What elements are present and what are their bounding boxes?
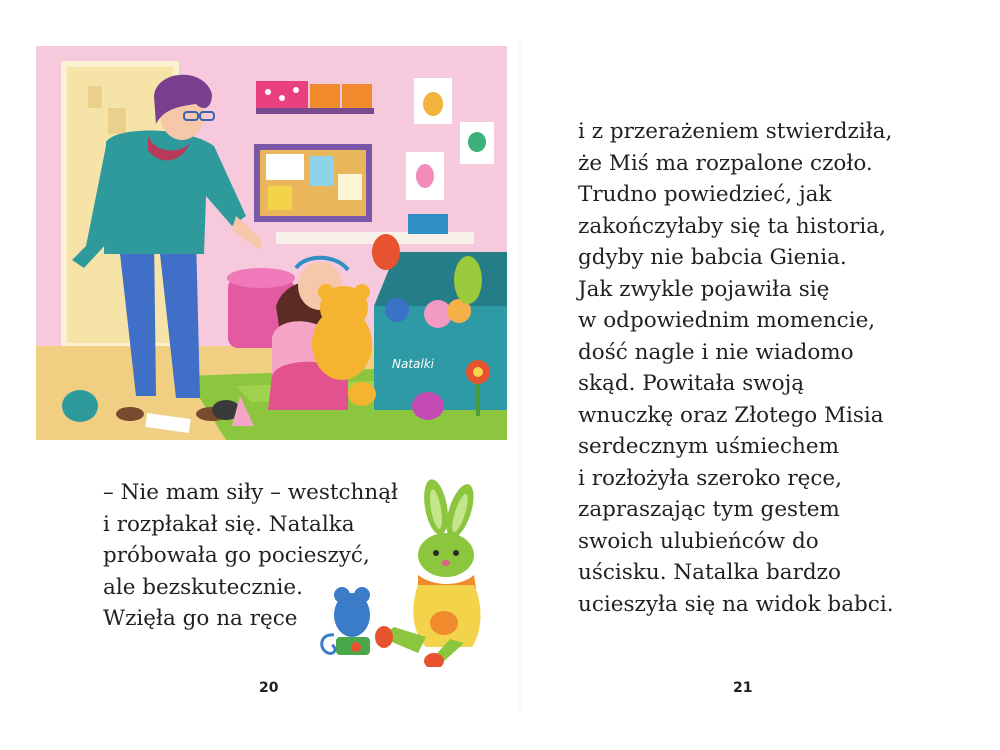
text-line: w odpowiednim momencie, bbox=[578, 308, 876, 333]
page-number-right: 21 bbox=[733, 680, 753, 696]
story-text-right bbox=[578, 116, 894, 620]
page-number-left: 20 bbox=[259, 680, 279, 696]
text-line: zakończyłaby się ta historia, bbox=[578, 213, 886, 239]
text-line: swoich ulubieńców do bbox=[578, 528, 819, 554]
text-line: dość nagle i nie wiadomo bbox=[578, 339, 854, 365]
text-line: – Nie mam siły – westchnął bbox=[103, 480, 399, 505]
right-page bbox=[520, 0, 1000, 750]
text-line: gdyby nie babcia Gienia. bbox=[578, 245, 847, 270]
text-line: wnuczkę oraz Złotego Misia bbox=[578, 402, 884, 428]
text-line: skąd. Powitała swoją bbox=[578, 371, 805, 396]
text-line: i rozłożyła szeroko ręce, bbox=[578, 465, 842, 491]
text-line: Jak zwykle pojawiła się bbox=[578, 276, 830, 302]
bedroom-illustration bbox=[36, 46, 507, 440]
text-line: i rozpłakał się. Natalka bbox=[103, 511, 355, 537]
text-line: że Miś ma rozpalone czoło. bbox=[578, 150, 873, 176]
text-line: Wzięła go na ręce bbox=[103, 606, 298, 631]
text-line: uścisku. Natalka bardzo bbox=[578, 560, 841, 585]
bunny-toy-illustration bbox=[314, 477, 494, 667]
text-line: ale bezskutecznie. bbox=[103, 574, 303, 600]
text-line: i z przerażeniem stwierdziła, bbox=[578, 119, 893, 144]
text-line: serdecznym uśmiechem bbox=[578, 434, 839, 459]
toy-chest-label: Natalki bbox=[392, 357, 435, 371]
text-line: próbowała go pocieszyć, bbox=[103, 543, 370, 568]
text-line: zapraszając tym gestem bbox=[578, 497, 840, 522]
text-line: ucieszyła się na widok babci. bbox=[578, 591, 894, 617]
text-line: Trudno powiedzieć, jak bbox=[578, 182, 832, 207]
